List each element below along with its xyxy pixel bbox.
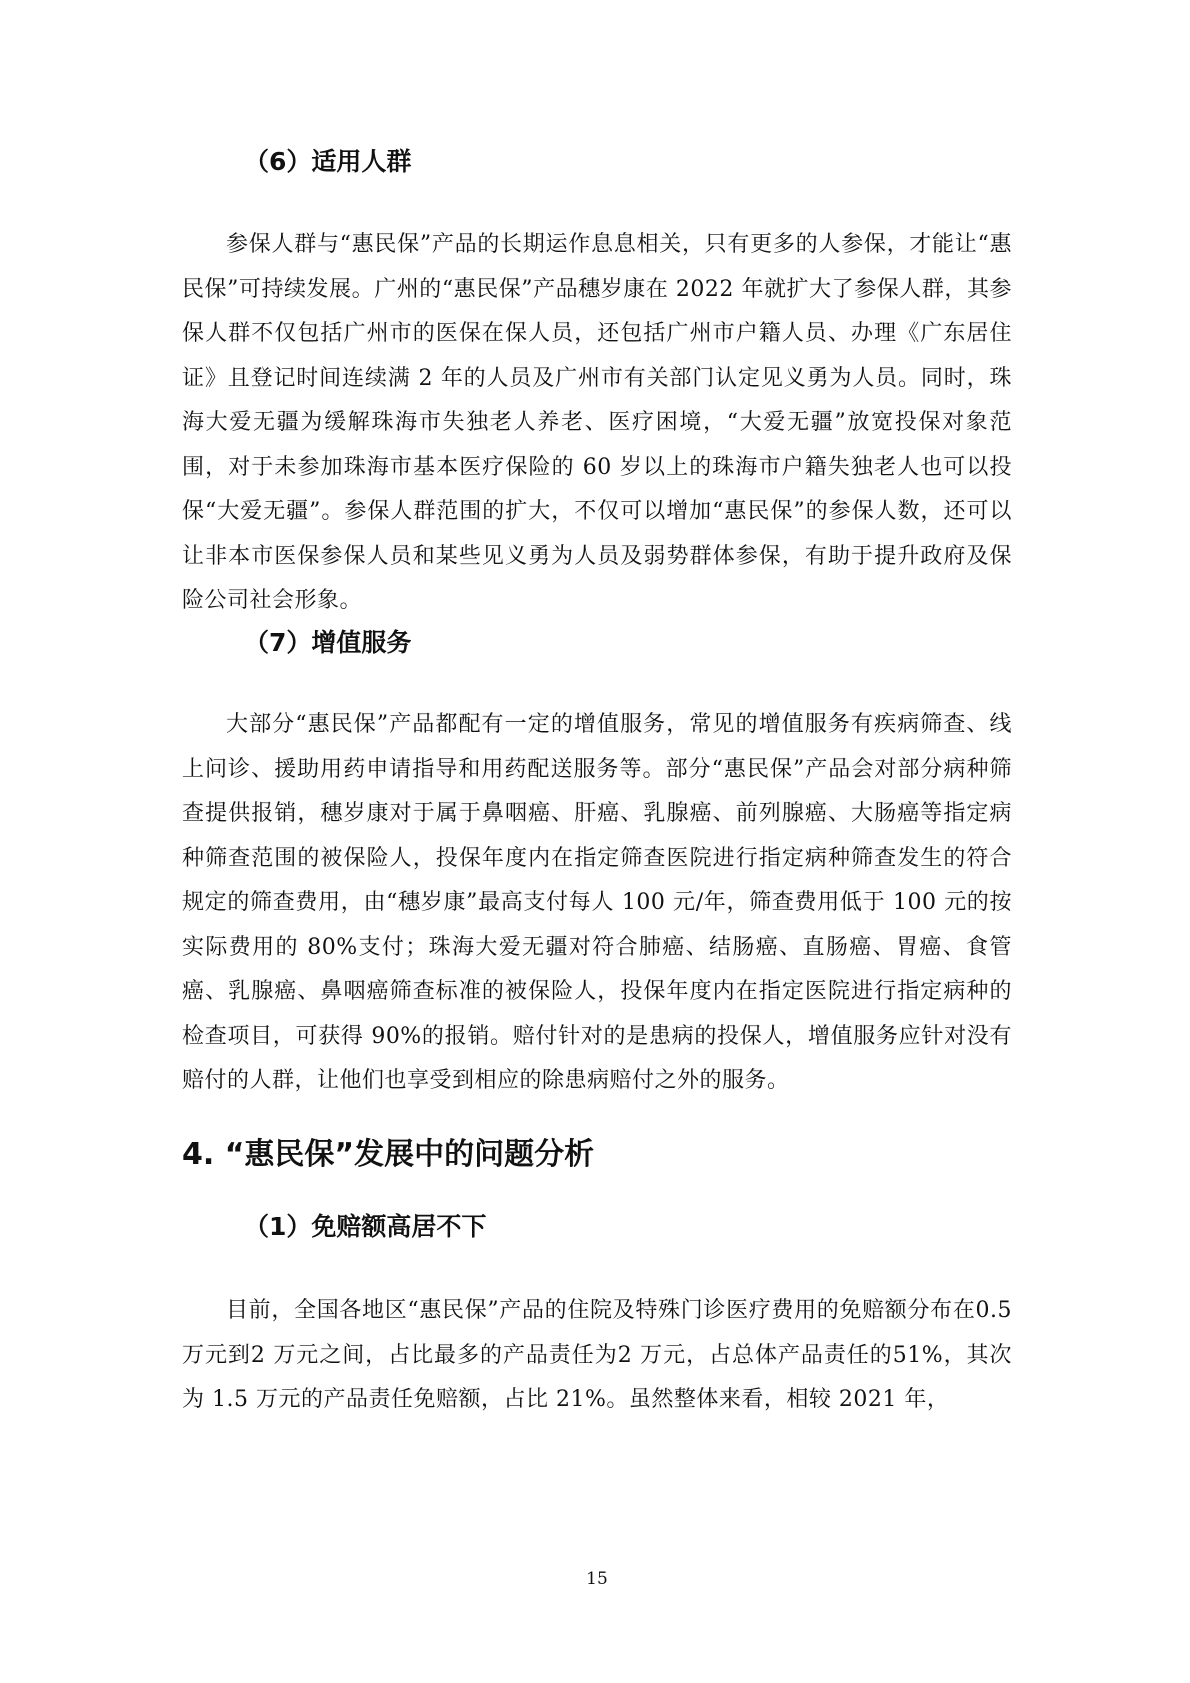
section-heading-6: （6）适用人群 bbox=[244, 147, 412, 176]
section-heading-7: （7）增值服务 bbox=[244, 628, 412, 657]
section-paragraph-6: 参保人群与“惠民保”产品的长期运作息息相关，只有更多的人参保，才能让“惠民保”可持续发展。广州的“惠民保”产品穗岁康在 2022 年就扩大了参保人群，其参保人群不仅包括广州市的医保在保人员，还包括广州市户籍人员、办理《广东居住证》且登记时间连续满 2 年的人员及广州市有关部门认定见义勇为人员。同时，珠海大爱无疆为缓解珠海市失独老人养老、医疗困境，“大爱无疆”放宽投保对象范围，对于未参加珠海市基本医疗保险的 60 岁以上的珠海市户籍失独老人也可以投保“大爱无疆”。参保人群范围的扩大，不仅可以增加“惠民保”的参保人数，还可以让非本市医保参保人员和某些见义勇为人员及弱势群体参保，有助于提升政府及保险公司社会形象。 bbox=[182, 232, 1012, 613]
chapter-heading-4: 4. “惠民保”发展中的问题分析 bbox=[182, 1137, 595, 1172]
subsection-heading-1: （1）免赔额高居不下 bbox=[244, 1212, 487, 1241]
section-paragraph-7: 大部分“惠民保”产品都配有一定的增值服务，常见的增值服务有疾病筛查、线上问诊、援助用药申请指导和用药配送服务等。部分“惠民保”产品会对部分病种筛查提供报销，穗岁康对于属于鼻咽癌、肝癌、乳腺癌、前列腺癌、大肠癌等指定病种筛查范围的被保险人，投保年度内在指定筛查医院进行指定病种筛查发生的符合规定的筛查费用，由“穗岁康”最高支付每人 100 元/年，筛查费用低于 100 元的按实际费用的 80%支付；珠海大爱无疆对符合肺癌、结肠癌、直肠癌、胃癌、食管癌、乳腺癌、鼻咽癌筛查标准的被保险人，投保年度内在指定医院进行指定病种的检查项目，可获得 90%的报销。赔付针对的是患病的投保人，增值服务应针对没有赔付的人群，让他们也享受到相应的除患病赔付之外的服务。 bbox=[182, 712, 1012, 1093]
subsection-paragraph-1: 目前，全国各地区“惠民保”产品的住院及特殊门诊医疗费用的免赔额分布在0.5 万元到2 万元之间，占比最多的产品责任为2 万元，占总体产品责任的51%，其次为 1.5 万元的产品责任免赔额，占比 21%。虽然整体来看，相较 2021 年， bbox=[182, 1298, 1012, 1412]
page-number: 15 bbox=[586, 1569, 608, 1589]
document-page bbox=[182, 0, 1012, 1683]
